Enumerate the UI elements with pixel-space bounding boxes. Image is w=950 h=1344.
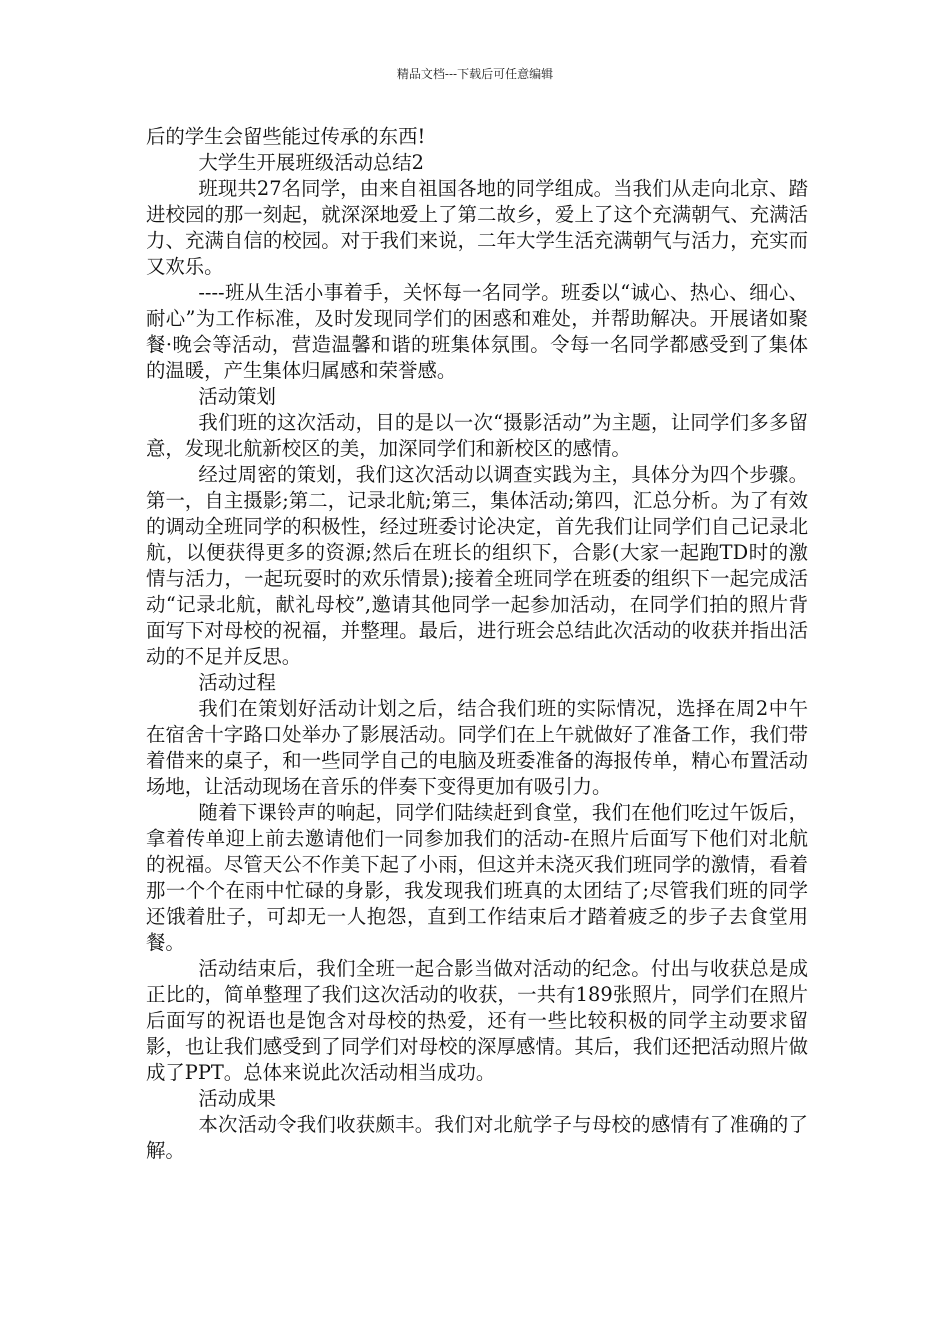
paragraph-planning-goal: 我们班的这次活动，目的是以一次“摄影活动”为主题，让同学们多多留意，发现北航新校区的美，加深同学们和新校区的感情。	[146, 411, 808, 460]
heading-activity-process: 活动过程	[198, 671, 276, 694]
paragraph-results: 本次活动令我们收获颇丰。我们对北航学子与母校的感情有了准确的了解。	[146, 1113, 808, 1162]
paragraph-class-care: ----班从生活小事着手，关怀每一名同学。班委以“诚心、热心、细心、耐心”为工作标准，及时发现同学们的困惑和难处，并帮助解决。开展诸如聚餐·晚会等活动，营造温馨和谐的班集体氛围。令每一名同学都感受到了集体的温暖，产生集体归属感和荣誉感。	[146, 281, 808, 382]
paragraph-process-result: 活动结束后，我们全班一起合影当做对活动的纪念。付出与收获总是成正比的，简单整理了我们这次活动的收获，一共有189张照片，同学们在照片后面写的祝语也是饱含对母校的热爱，还有一些比较积极的同学主动要求留影，也让我们感受到了同学们对母校的深厚感情。其后，我们还把活动照片做成了PPT。总体来说此次活动相当成功。	[146, 957, 808, 1084]
section-title: 大学生开展班级活动总结2	[198, 151, 425, 174]
heading-activity-results: 活动成果	[198, 1087, 276, 1110]
paragraph-process-event: 随着下课铃声的响起，同学们陆续赶到食堂，我们在他们吃过午饭后，拿着传单迎上前去邀请他们一同参加我们的活动-在照片后面写下他们对北航的祝福。尽管天公不作美下起了小雨，但这并未浇灭我们班同学的激情，看着那一个个在雨中忙碌的身影，我发现我们班真的太团结了;尽管我们班的同学还饿着肚子，可却无一人抱怨，直到工作结束后才踏着疲乏的步子去食堂用餐。	[146, 801, 808, 954]
paragraph-continuation: 后的学生会留些能过传承的东西!	[146, 125, 426, 148]
paragraph-process-setup: 我们在策划好活动计划之后，结合我们班的实际情况，选择在周2中午在宿舍十字路口处举办了影展活动。同学们在上午就做好了准备工作，我们带着借来的桌子，和一些同学自己的电脑及班委准备的海报传单，精心布置活动场地，让活动现场在音乐的伴奏下变得更加有吸引力。	[146, 697, 808, 798]
paragraph-class-intro: 班现共27名同学，由来自祖国各地的同学组成。当我们从走向北京、踏进校园的那一刻起，就深深地爱上了第二故乡，爱上了这个充满朝气、充满活力、充满自信的校园。对于我们来说，二年大学生活充满朝气与活力，充实而又欢乐。	[146, 177, 808, 278]
paragraph-planning-steps: 经过周密的策划，我们这次活动以调查实践为主，具体分为四个步骤。第一，自主摄影;第二，记录北航;第三，集体活动;第四，汇总分析。为了有效的调动全班同学的积极性，经过班委讨论决定，首先我们让同学们自己记录北航，以便获得更多的资源;然后在班长的组织下，合影(大家一起跑TD时的激情与活力，一起玩耍时的欢乐情景);接着全班同学在班委的组织下一起完成活动“记录北航，献礼母校”,邀请其他同学一起参加活动，在同学们拍的照片背面写下对母校的祝福，并整理。最后，进行班会总结此次活动的收获并指出活动的不足并反思。	[146, 463, 808, 668]
page-header: 精品文档---下载后可任意编辑	[396, 67, 554, 81]
document-body	[146, 124, 808, 1164]
heading-activity-planning: 活动策划	[198, 385, 276, 408]
